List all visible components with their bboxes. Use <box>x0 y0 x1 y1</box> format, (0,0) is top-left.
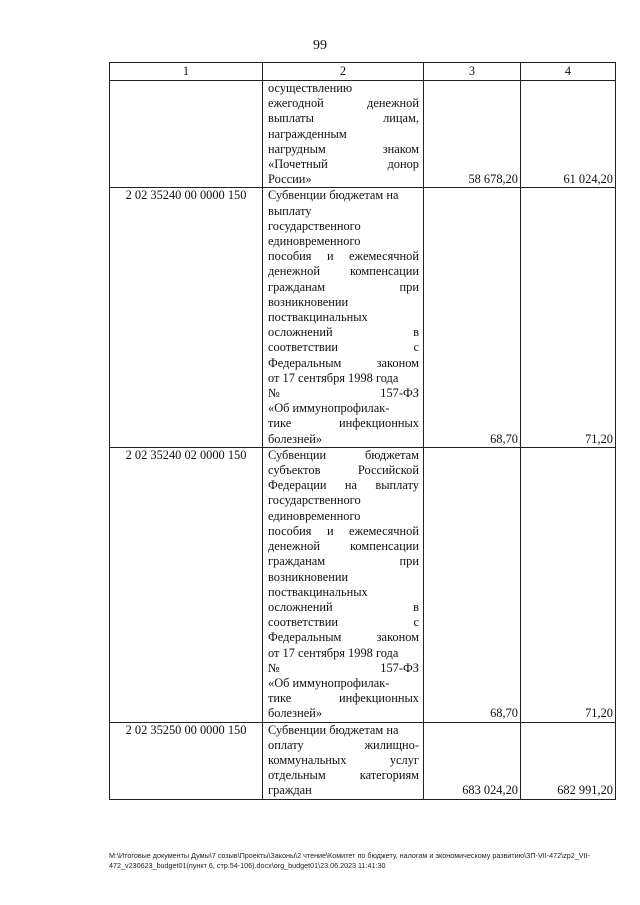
description-line: Субвенции бюджетам на <box>268 188 399 203</box>
description-line: пособия и ежемесячной <box>268 249 419 264</box>
description-line: коммунальных услуг <box>268 752 419 767</box>
description-line: поствакцинальных <box>268 310 368 325</box>
budget-code-cell: 2 02 35250 00 0000 150 <box>110 722 263 799</box>
table-row <box>110 722 616 799</box>
description-line: болезней» <box>268 706 323 721</box>
description-line: гражданам при <box>268 279 419 294</box>
description-line: награжденным <box>268 126 347 141</box>
description-line: отдельным категориям <box>268 768 419 783</box>
description-line: выплаты лицам, <box>268 111 419 126</box>
description-line: пособия и ежемесячной <box>268 523 419 538</box>
description-line: гражданам при <box>268 554 419 569</box>
description-cell <box>263 81 424 188</box>
amount-column-3: 683 024,20 <box>424 722 521 799</box>
description-line: «Почетный донор <box>268 157 419 172</box>
description-line: от 17 сентября 1998 года <box>268 645 399 660</box>
description-cell <box>263 188 424 447</box>
column-header-2: 2 <box>263 63 424 81</box>
description-line: осуществлению <box>268 81 353 95</box>
description-cell <box>263 722 424 799</box>
column-header-4: 4 <box>521 63 616 81</box>
amount-column-4: 61 024,20 <box>521 81 616 188</box>
description-line: № 157-ФЗ <box>268 660 419 675</box>
description-line: Федерации на выплату <box>268 478 419 493</box>
description-cell <box>263 447 424 722</box>
budget-code-cell <box>110 81 263 188</box>
budget-code-cell: 2 02 35240 02 0000 150 <box>110 447 263 722</box>
file-path-footer <box>109 851 615 871</box>
description-line: тике инфекционных <box>268 691 419 706</box>
description-line: оплату жилищно- <box>268 737 419 752</box>
table-row <box>110 188 616 447</box>
amount-column-4: 71,20 <box>521 188 616 447</box>
description-line: государственного <box>268 218 361 233</box>
description-line: возникновении <box>268 294 349 309</box>
description-line: болезней» <box>268 431 323 446</box>
description-line: Субвенции бюджетам на <box>268 722 399 737</box>
description-line: денежной компенсации <box>268 264 419 279</box>
table-row <box>110 81 616 188</box>
description-line: государственного <box>268 493 361 508</box>
description-line: «Об иммунопрофилак- <box>268 401 390 416</box>
table-header-row <box>110 63 616 81</box>
amount-column-3: 58 678,20 <box>424 81 521 188</box>
column-header-1: 1 <box>110 63 263 81</box>
description-line: ежегодной денежной <box>268 96 419 111</box>
description-line: нагрудным знаком <box>268 141 419 156</box>
footer-line-2: 472_v230623_budget01(пункт 6, стр.54-106).docx\org_budget01\23.06.2023 11:41:30 <box>109 861 386 870</box>
description-line: денежной компенсации <box>268 539 419 554</box>
page-number: 99 <box>313 38 327 53</box>
description-line: выплату <box>268 203 312 218</box>
description-line: субъектов Российской <box>268 463 419 478</box>
description-line: граждан <box>268 783 312 798</box>
description-line: соответствии с <box>268 340 419 355</box>
table-row <box>110 447 616 722</box>
description-line: поствакцинальных <box>268 584 368 599</box>
description-line: от 17 сентября 1998 года <box>268 370 399 385</box>
description-line: тике инфекционных <box>268 416 419 431</box>
description-line: единовременного <box>268 234 361 249</box>
description-line: возникновении <box>268 569 349 584</box>
footer-line-1: М:\Итоговые документы Думы\7 созыв\Проекты\Законы\2 чтение\Комитет по бюджету, налогам и экономическому развитию\ЗП-VII-472\zp2_VII- <box>109 851 590 860</box>
description-line: № 157-ФЗ <box>268 386 419 401</box>
budget-code-cell: 2 02 35240 00 0000 150 <box>110 188 263 447</box>
description-line: соответствии с <box>268 615 419 630</box>
description-line: осложнений в <box>268 599 419 614</box>
description-line: единовременного <box>268 508 361 523</box>
description-line: Субвенции бюджетам <box>268 447 419 462</box>
description-line: осложнений в <box>268 325 419 340</box>
column-header-3: 3 <box>424 63 521 81</box>
amount-column-3: 68,70 <box>424 447 521 722</box>
amount-column-4: 71,20 <box>521 447 616 722</box>
description-line: «Об иммунопрофилак- <box>268 675 390 690</box>
budget-table <box>109 62 616 800</box>
description-line: Федеральным законом <box>268 355 419 370</box>
description-line: России» <box>268 172 312 187</box>
amount-column-4: 682 991,20 <box>521 722 616 799</box>
amount-column-3: 68,70 <box>424 188 521 447</box>
description-line: Федеральным законом <box>268 630 419 645</box>
